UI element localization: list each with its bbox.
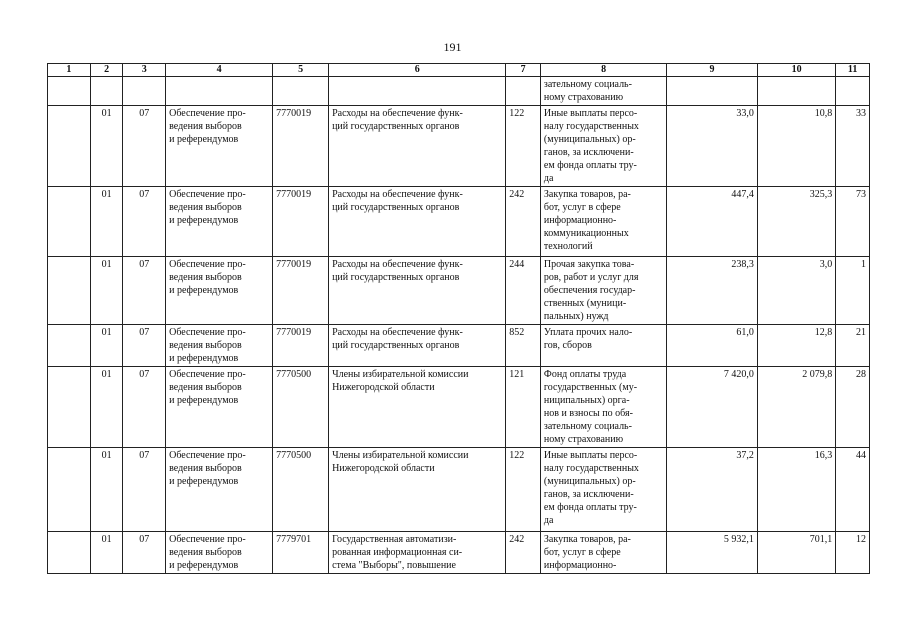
column-header-8: 8 [540,64,666,77]
subsection-name: Обеспечение про- ведения выборов и референдумов [166,532,273,574]
target-article-code: 7770500 [273,448,329,532]
expense-type-name: Фонд оплаты труда государственных (му- ниципальных) орга- нов и взносы по обя- зательному социаль- ному страхованию [540,367,666,448]
planned-amount: 7 420,0 [667,367,758,448]
section-code: 01 [90,448,123,532]
subsection-code: 07 [123,325,166,367]
expense-type-name: Закупка товаров, ра- бот, услуг в сфере информационно- [540,532,666,574]
budget-table [47,63,870,574]
target-article-name: Государственная автоматизи- рованная информационная си- стема "Выборы", повышение [329,532,506,574]
subsection-code: 07 [123,187,166,257]
expense-type-code: 122 [506,448,541,532]
table-row [48,325,870,367]
execution-percent: 44 [836,448,870,532]
execution-percent: 73 [836,187,870,257]
expense-type-code: 244 [506,257,541,325]
column-header-7: 7 [506,64,541,77]
expense-type-code: 242 [506,187,541,257]
column-header-2: 2 [90,64,123,77]
table-row [48,187,870,257]
planned-amount: 238,3 [667,257,758,325]
subsection-name: Обеспечение про- ведения выборов и референдумов [166,257,273,325]
executed-amount: 16,3 [757,448,835,532]
planned-amount: 33,0 [667,106,758,187]
expense-type-code: 852 [506,325,541,367]
column-header-5: 5 [273,64,329,77]
subsection-code: 07 [123,532,166,574]
executed-amount: 701,1 [757,532,835,574]
execution-percent: 1 [836,257,870,325]
section-code: 01 [90,106,123,187]
table-row [48,367,870,448]
target-article-name: Расходы на обеспечение функ- ций государственных органов [329,325,506,367]
target-article-code: 7779701 [273,532,329,574]
planned-amount: 447,4 [667,187,758,257]
target-article-name: Расходы на обеспечение функ- ций государственных органов [329,187,506,257]
expense-type-code: 121 [506,367,541,448]
target-article-code: 7770019 [273,257,329,325]
subsection-code: 07 [123,106,166,187]
target-article-code: 7770019 [273,187,329,257]
target-article-name: Расходы на обеспечение функ- ций государственных органов [329,106,506,187]
target-article-code: 7770019 [273,106,329,187]
continuation-row [48,77,870,106]
subsection-name: Обеспечение про- ведения выборов и референдумов [166,325,273,367]
execution-percent: 33 [836,106,870,187]
table-row [48,532,870,574]
section-code: 01 [90,187,123,257]
execution-percent: 21 [836,325,870,367]
target-article-code: 7770019 [273,325,329,367]
executed-amount: 3,0 [757,257,835,325]
expense-type-code: 242 [506,532,541,574]
subsection-code: 07 [123,448,166,532]
target-article-code: 7770500 [273,367,329,448]
header-row [48,64,870,77]
table-row [48,106,870,187]
section-code: 01 [90,257,123,325]
expense-type-name: Иные выплаты персо- налу государственных (муниципальных) ор- ганов, за исключени- ем фонда оплаты тру- да [540,106,666,187]
column-header-4: 4 [166,64,273,77]
subsection-name: Обеспечение про- ведения выборов и референдумов [166,187,273,257]
column-header-3: 3 [123,64,166,77]
subsection-name: Обеспечение про- ведения выборов и референдумов [166,367,273,448]
subsection-code: 07 [123,367,166,448]
expense-type-name: Иные выплаты персо- налу государственных (муниципальных) ор- ганов, за исключени- ем фонда оплаты тру- да [540,448,666,532]
subsection-name: Обеспечение про- ведения выборов и референдумов [166,448,273,532]
planned-amount: 61,0 [667,325,758,367]
column-header-6: 6 [329,64,506,77]
section-code: 01 [90,325,123,367]
executed-amount: 325,3 [757,187,835,257]
expense-type-code: 122 [506,106,541,187]
column-header-1: 1 [48,64,91,77]
column-header-10: 10 [757,64,835,77]
executed-amount: 2 079,8 [757,367,835,448]
column-header-11: 11 [836,64,870,77]
subsection-code: 07 [123,257,166,325]
section-code: 01 [90,367,123,448]
planned-amount: 5 932,1 [667,532,758,574]
table-row [48,257,870,325]
expense-type-name: Прочая закупка това- ров, работ и услуг для обеспечения государ- ственных (муници- пальных) нужд [540,257,666,325]
target-article-name: Члены избирательной комиссии Нижегородской области [329,448,506,532]
expense-type-name: Уплата прочих нало- гов, сборов [540,325,666,367]
section-code: 01 [90,532,123,574]
planned-amount: 37,2 [667,448,758,532]
expense-type-name: Закупка товаров, ра- бот, услуг в сфере информационно- коммуникационных технологий [540,187,666,257]
subsection-name: Обеспечение про- ведения выборов и референдумов [166,106,273,187]
target-article-name: Расходы на обеспечение функ- ций государственных органов [329,257,506,325]
executed-amount: 12,8 [757,325,835,367]
executed-amount: 10,8 [757,106,835,187]
execution-percent: 12 [836,532,870,574]
continuation-expense-type: зательному социаль- ному страхованию [540,77,666,106]
column-header-9: 9 [667,64,758,77]
table-row [48,448,870,532]
page-number: 191 [443,40,462,54]
target-article-name: Члены избирательной комиссии Нижегородской области [329,367,506,448]
execution-percent: 28 [836,367,870,448]
